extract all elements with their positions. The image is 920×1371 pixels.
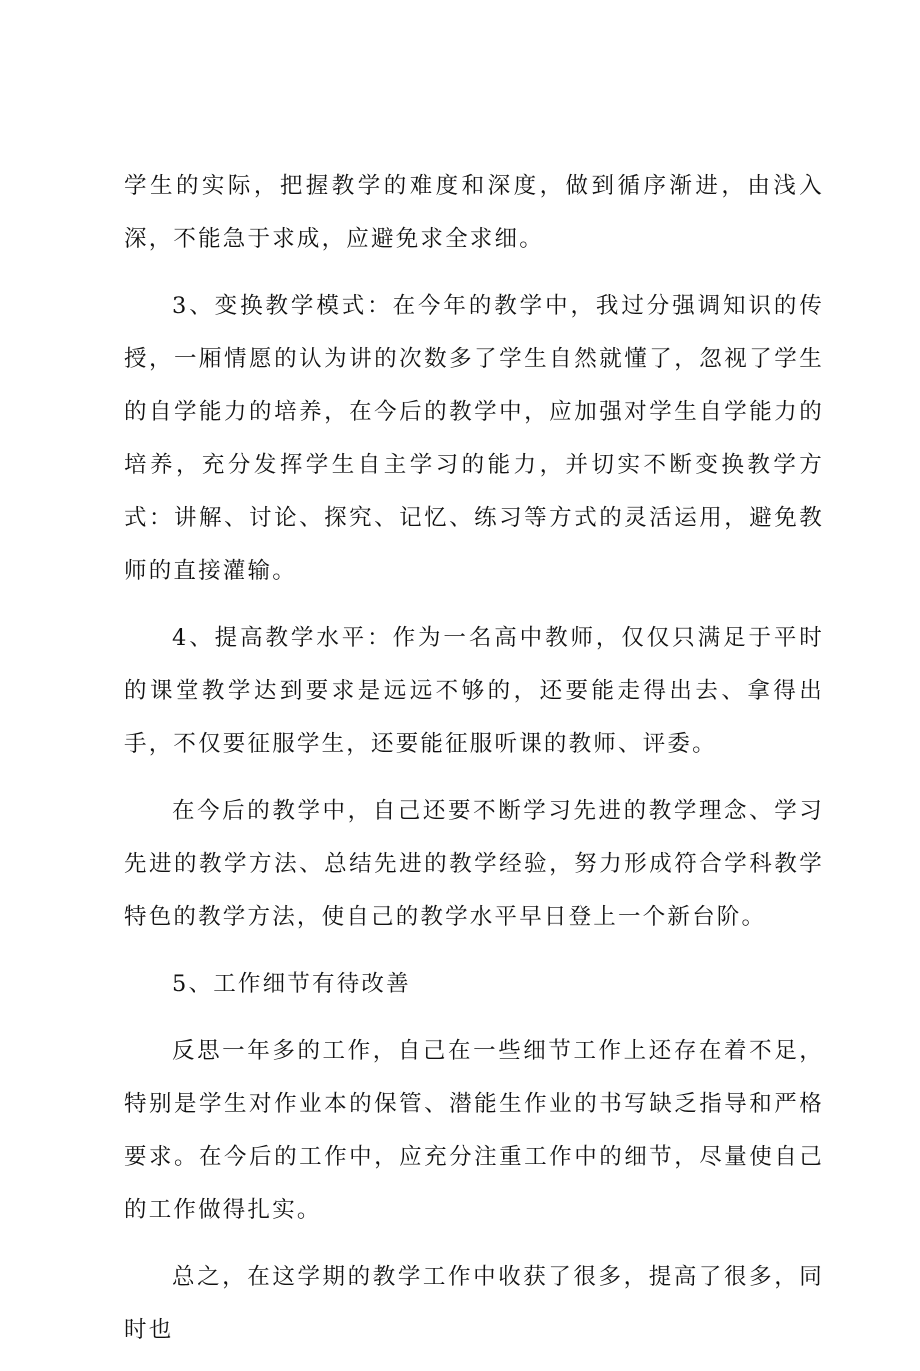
section-heading: 5、工作细节有待改善: [172, 971, 411, 997]
paragraph: 在今后的教学中，自己还要不断学习先进的教学理念、学习先进的教学方法、总结先进的教学经验，努力形成符合学科教学特色的教学方法，使自己的教学水平早日登上一个新台阶。: [124, 798, 824, 930]
paragraph: 3、变换教学模式：在今年的教学中，我过分强调知识的传授，一厢情愿的认为讲的次数多了学生自然就懂了，忽视了学生的自学能力的培养，在今后的教学中，应加强对学生自学能力的培养，充分发挥学生自主学习的能力，并切实不断变换教学方式：讲解、讨论、探究、记忆、练习等方式的灵活运用，避免教师的直接灌输。: [124, 293, 824, 584]
paragraph: 反思一年多的工作，自己在一些细节工作上还存在着不足，特别是学生对作业本的保管、潜能生作业的书写缺乏指导和严格要求。在今后的工作中，应充分注重工作中的细节，尽量使自己的工作做得扎实。: [124, 1038, 824, 1223]
paragraph: 4、提高教学水平：作为一名高中教师，仅仅只满足于平时的课堂教学达到要求是远远不够的，还要能走得出去、拿得出手，不仅要征服学生，还要能征服听课的教师、评委。: [124, 625, 824, 757]
document-page: [124, 160, 824, 1371]
paragraph: 学生的实际，把握教学的难度和深度，做到循序渐进，由浅入深，不能急于求成，应避免求全求细。: [124, 173, 824, 252]
paragraph: 总之，在这学期的教学工作中收获了很多，提高了很多，同时也: [124, 1264, 824, 1343]
